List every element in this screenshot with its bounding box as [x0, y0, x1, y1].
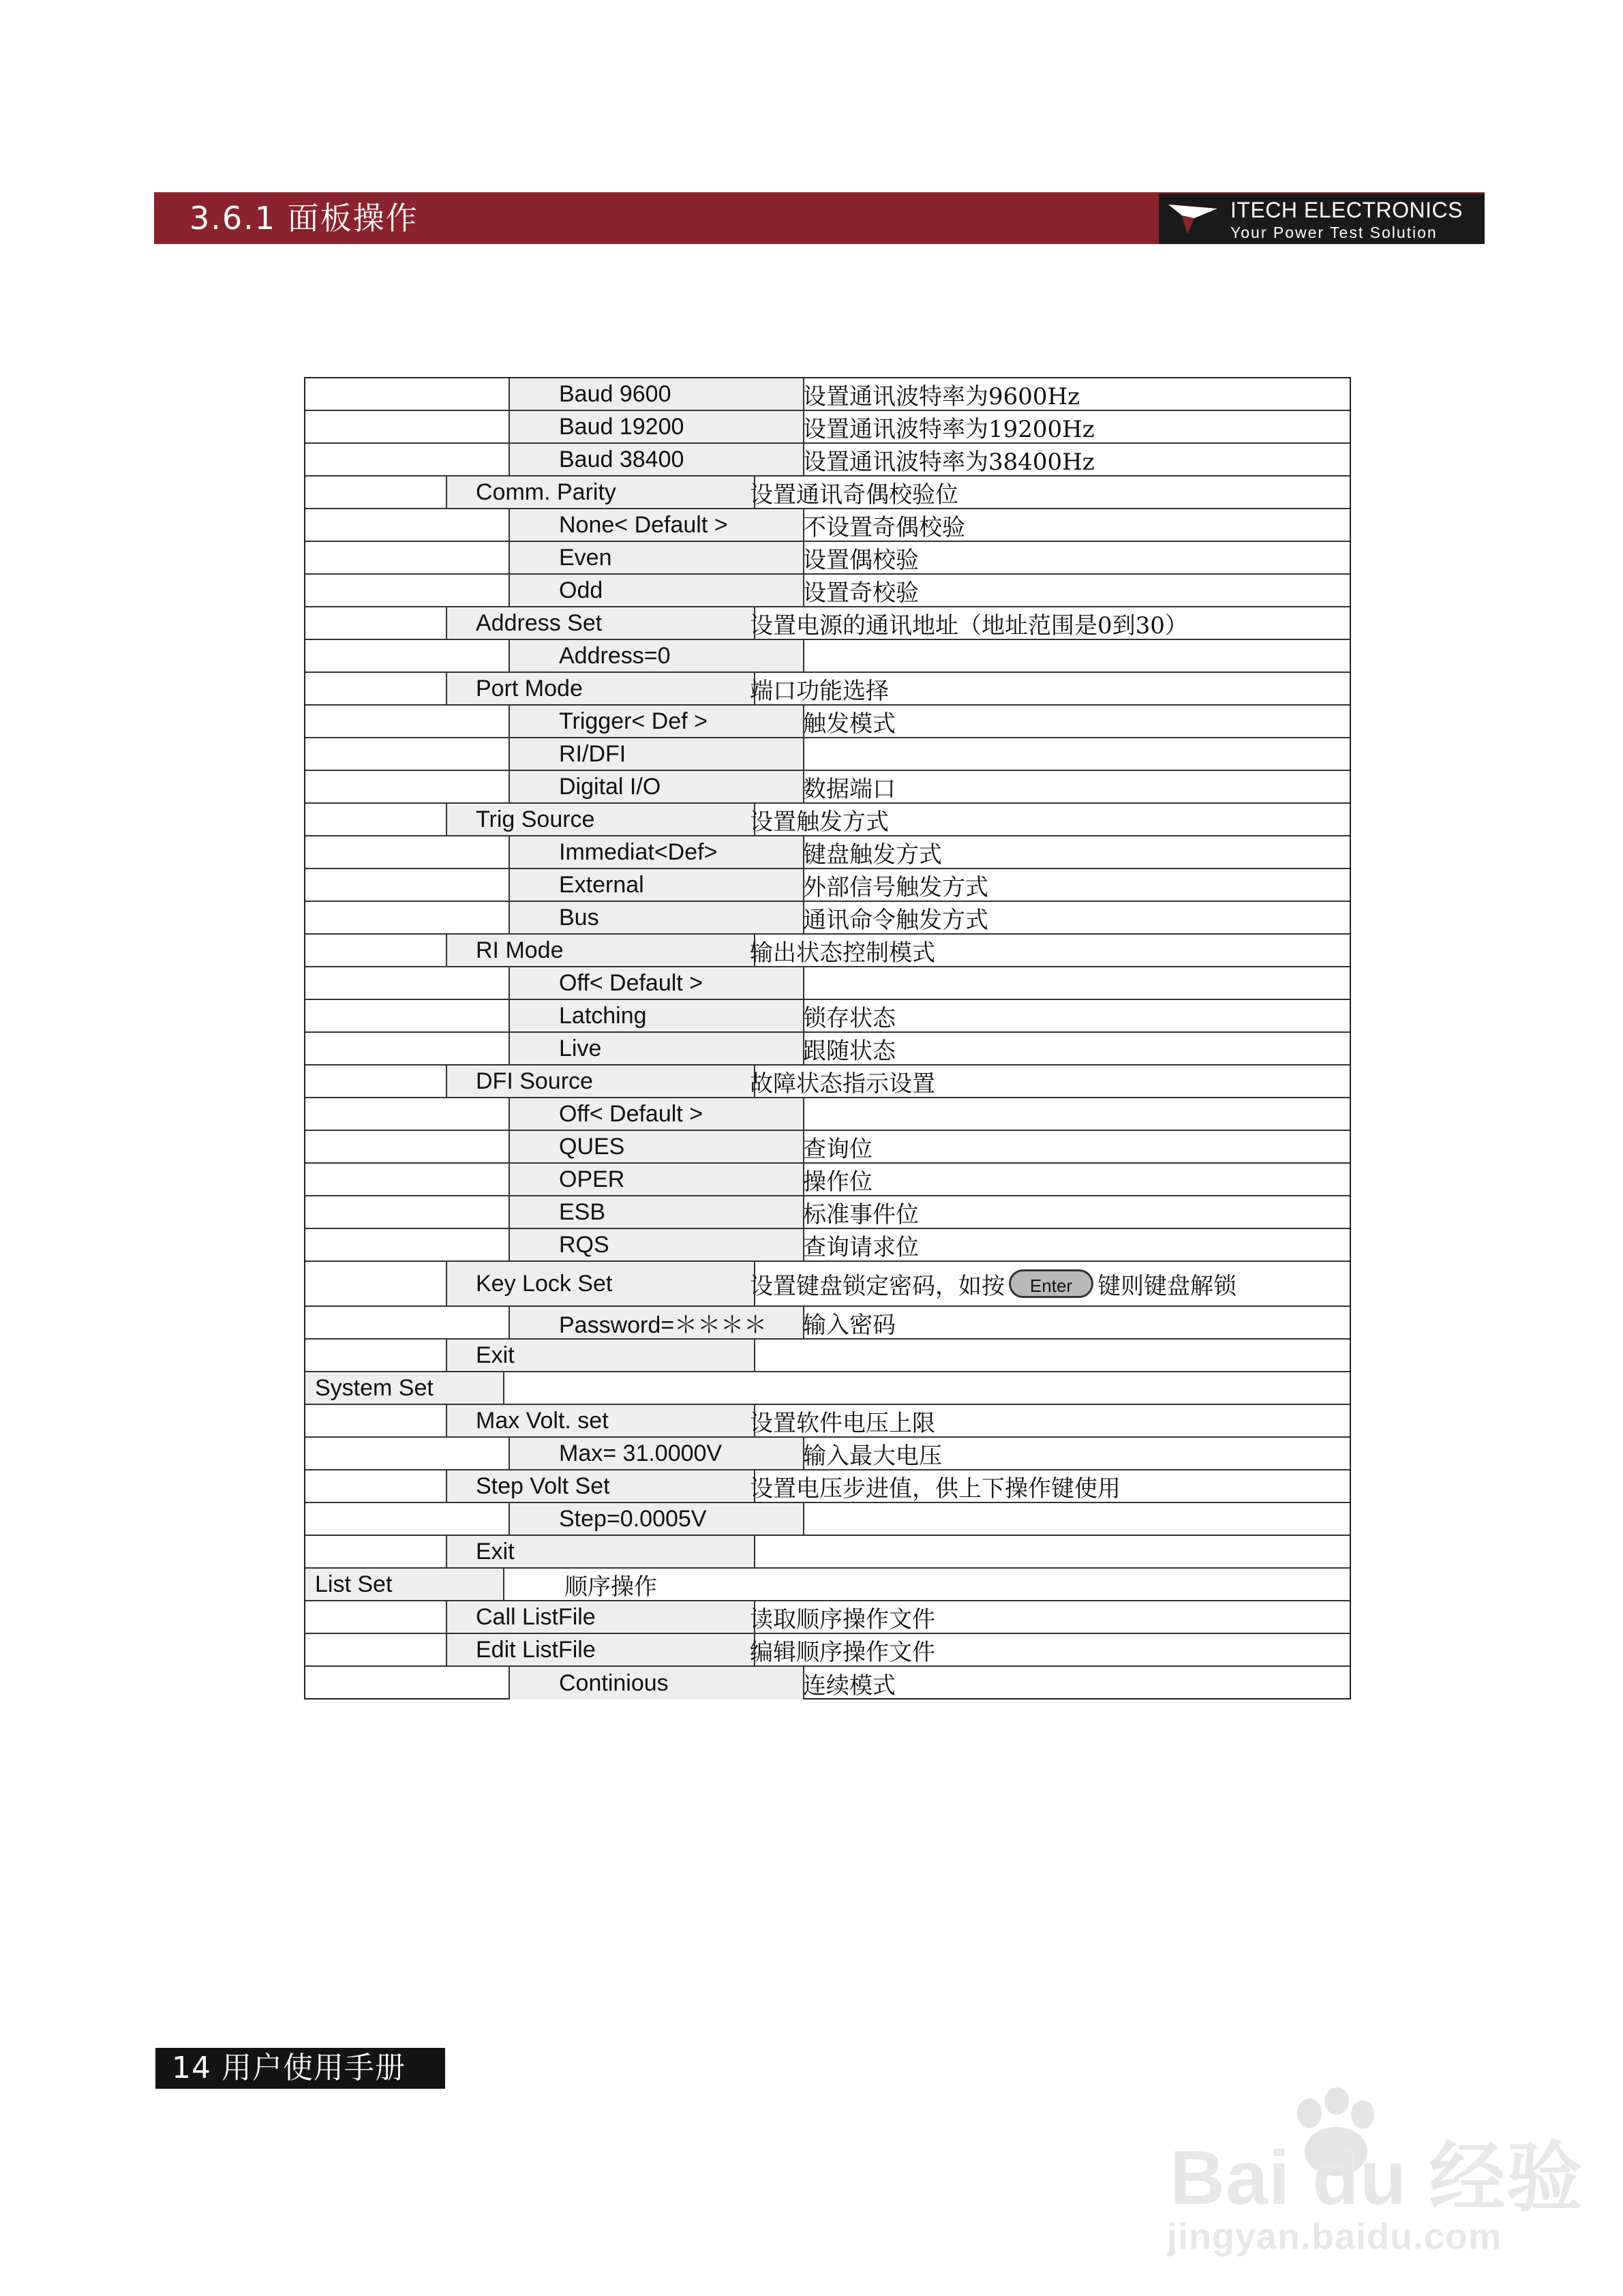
- menu-item-label: QUES: [509, 1131, 804, 1162]
- menu-item-description: [750, 607, 1188, 639]
- menu-item-label: Baud 38400: [509, 444, 804, 475]
- menu-item-description: [750, 804, 889, 835]
- menu-item-description: [803, 836, 942, 868]
- menu-item-label: Continious: [509, 1667, 804, 1700]
- menu-row: [305, 1536, 1350, 1569]
- menu-item-description: [750, 1470, 1121, 1502]
- menu-item-label: Step=0.0005V: [509, 1503, 804, 1535]
- enter-key-icon: Enter: [1009, 1269, 1093, 1298]
- menu-item-label: Baud 19200: [509, 411, 804, 442]
- menu-item-label: Digital I/O: [509, 771, 804, 802]
- menu-row: [305, 509, 1350, 542]
- menu-table: [304, 377, 1351, 1700]
- menu-row: [305, 706, 1350, 738]
- description-text: 输入最大电压: [803, 1442, 942, 1470]
- description-text: 查询位: [803, 1135, 873, 1163]
- menu-item-label: Off< Default >: [509, 967, 804, 999]
- description-text: 设置通讯波特率为9600Hz: [803, 382, 1080, 410]
- menu-item-label: Off< Default >: [509, 1098, 804, 1130]
- menu-item-label: Immediat<Def>: [509, 836, 804, 868]
- menu-item-description: [803, 1164, 873, 1195]
- menu-item-label: Trig Source: [446, 804, 755, 835]
- description-text: 触发模式: [803, 710, 896, 738]
- menu-item-description: [803, 1000, 896, 1031]
- menu-item-description: [803, 509, 965, 541]
- description-text: 查询请求位: [803, 1233, 919, 1261]
- menu-item-description: [803, 1033, 896, 1064]
- description-text: 标准事件位: [803, 1200, 919, 1228]
- menu-item-description: [750, 1262, 1237, 1305]
- menu-item-description: [803, 378, 1080, 410]
- menu-row: [305, 1601, 1350, 1634]
- menu-item-label: Password=＊＊＊＊: [509, 1307, 804, 1338]
- description-text: 设置通讯奇偶校验位: [750, 481, 958, 509]
- menu-item-description: [803, 1229, 919, 1260]
- menu-item-description: [750, 477, 958, 508]
- description-text: 操作位: [803, 1168, 873, 1196]
- description-text: 键盘触发方式: [803, 841, 942, 868]
- brand-slogan: Your Power Test Solution: [1230, 224, 1438, 241]
- description-text: 设置触发方式: [750, 808, 889, 836]
- menu-item-label: Port Mode: [446, 673, 755, 704]
- menu-row: [305, 836, 1350, 869]
- menu-row: [305, 1164, 1350, 1196]
- watermark-logo: Bai du 经验: [1170, 2135, 1583, 2220]
- description-text-after: 键则键盘解锁: [1097, 1272, 1237, 1300]
- menu-item-description: [803, 542, 919, 573]
- menu-item-description: [750, 935, 935, 966]
- menu-row: [305, 1503, 1350, 1536]
- menu-item-description: [750, 1405, 935, 1436]
- menu-item-description: [750, 1601, 935, 1633]
- menu-item-label: Comm. Parity: [446, 477, 755, 508]
- description-text: 设置电源的通讯地址（地址范围是0到30）: [750, 611, 1188, 639]
- description-text: 设置通讯波特率为19200Hz: [803, 415, 1095, 443]
- description-text: 通讯命令触发方式: [803, 906, 988, 934]
- menu-item-description: [803, 1667, 896, 1700]
- menu-row: [305, 1307, 1350, 1340]
- menu-row: [305, 1000, 1350, 1033]
- description-text: 设置通讯波特率为38400Hz: [803, 448, 1095, 476]
- description-text: 跟随状态: [803, 1037, 896, 1065]
- menu-item-label: DFI Source: [446, 1066, 755, 1097]
- description-text: 数据端口: [803, 775, 896, 803]
- menu-item-label: RI/DFI: [509, 738, 804, 770]
- menu-item-description: [564, 1569, 657, 1600]
- menu-item-label: List Set: [305, 1569, 504, 1600]
- menu-row: [305, 1196, 1350, 1229]
- section-title: 3.6.1 面板操作: [189, 200, 419, 237]
- menu-row: [305, 1667, 1350, 1700]
- description-text: 输入密码: [803, 1311, 896, 1339]
- description-text: 设置奇校验: [803, 579, 919, 607]
- menu-item-description: [803, 1196, 919, 1228]
- menu-item-description: [803, 902, 988, 933]
- menu-item-description: [803, 1131, 873, 1162]
- menu-item-label: Edit ListFile: [446, 1634, 755, 1665]
- description-text: 不设置奇偶校验: [803, 513, 965, 541]
- menu-row: [305, 1098, 1350, 1131]
- description-text: 设置电压步进值，供上下操作键使用: [750, 1475, 1121, 1502]
- menu-row: [305, 1262, 1350, 1307]
- menu-item-label: Max Volt. set: [446, 1405, 755, 1436]
- menu-item-label: Exit: [446, 1340, 755, 1371]
- menu-item-label: External: [509, 869, 804, 901]
- menu-row: [305, 1372, 1350, 1405]
- menu-row: [305, 902, 1350, 935]
- description-text: 故障状态指示设置: [750, 1070, 935, 1098]
- menu-row: [305, 1634, 1350, 1667]
- menu-row: [305, 804, 1350, 836]
- menu-row: [305, 444, 1350, 477]
- menu-item-description: [803, 869, 988, 901]
- description-text: 设置偶校验: [803, 546, 919, 574]
- menu-row: [305, 1229, 1350, 1262]
- menu-item-label: Trigger< Def >: [509, 706, 804, 737]
- menu-item-label: Latching: [509, 1000, 804, 1031]
- description-text: 输出状态控制模式: [750, 939, 935, 967]
- menu-row: [305, 1340, 1350, 1372]
- menu-item-description: [803, 1438, 942, 1469]
- menu-row: [305, 477, 1350, 509]
- menu-row: [305, 1131, 1350, 1164]
- description-text: 外部信号触发方式: [803, 873, 988, 901]
- menu-item-label: None< Default >: [509, 509, 804, 541]
- menu-row: [305, 1470, 1350, 1503]
- watermark-url: jingyan.baidu.com: [1167, 2216, 1502, 2257]
- menu-item-label: Baud 9600: [509, 378, 804, 410]
- menu-row: [305, 607, 1350, 640]
- menu-row: [305, 1569, 1350, 1601]
- menu-item-label: Live: [509, 1033, 804, 1064]
- menu-row: [305, 869, 1350, 902]
- menu-item-label: Exit: [446, 1536, 755, 1567]
- brand-name: ITECH ELECTRONICS: [1230, 198, 1463, 222]
- menu-item-label: Max= 31.0000V: [509, 1438, 804, 1469]
- menu-row: [305, 542, 1350, 575]
- menu-item-label: Address=0: [509, 640, 804, 671]
- itech-logo-icon: [1167, 202, 1219, 236]
- menu-row: [305, 1438, 1350, 1470]
- menu-item-description: [803, 575, 919, 606]
- menu-row: [305, 1033, 1350, 1066]
- description-text: 编辑顺序操作文件: [750, 1638, 935, 1666]
- description-text: 锁存状态: [803, 1004, 896, 1032]
- menu-item-label: Step Volt Set: [446, 1470, 755, 1502]
- menu-row: [305, 967, 1350, 1000]
- menu-item-label: RQS: [509, 1229, 804, 1260]
- menu-item-description: [750, 1066, 935, 1097]
- menu-item-label: ESB: [509, 1196, 804, 1228]
- description-text: 顺序操作: [564, 1573, 657, 1601]
- menu-item-label: Key Lock Set: [446, 1262, 755, 1305]
- menu-item-description: [803, 411, 1095, 442]
- menu-item-label: Bus: [509, 902, 804, 933]
- menu-item-label: Call ListFile: [446, 1601, 755, 1633]
- menu-item-description: [750, 1634, 935, 1665]
- menu-item-label: Even: [509, 542, 804, 573]
- description-text: 连续模式: [803, 1672, 896, 1700]
- menu-item-description: [803, 706, 896, 737]
- menu-row: [305, 1066, 1350, 1098]
- menu-row: [305, 935, 1350, 967]
- description-text: 读取顺序操作文件: [750, 1605, 935, 1633]
- menu-row: [305, 771, 1350, 804]
- description-text: 设置软件电压上限: [750, 1409, 935, 1437]
- menu-row: [305, 673, 1350, 706]
- menu-item-label: System Set: [305, 1372, 504, 1404]
- menu-row: [305, 411, 1350, 444]
- page-footer-text: 14 用户使用手册: [172, 2051, 406, 2085]
- menu-row: [305, 575, 1350, 607]
- menu-item-description: [803, 771, 896, 802]
- menu-item-description: [803, 444, 1095, 475]
- menu-item-label: RI Mode: [446, 935, 755, 966]
- menu-item-label: Odd: [509, 575, 804, 606]
- menu-item-description: [803, 1307, 896, 1338]
- menu-row: [305, 738, 1350, 771]
- menu-item-description: [750, 673, 889, 704]
- menu-item-label: OPER: [509, 1164, 804, 1195]
- menu-row: [305, 378, 1350, 411]
- menu-row: [305, 1405, 1350, 1438]
- description-text: 端口功能选择: [750, 677, 889, 705]
- menu-item-label: Address Set: [446, 607, 755, 639]
- description-text: 设置键盘锁定密码，如按: [750, 1272, 1005, 1300]
- menu-row: [305, 640, 1350, 673]
